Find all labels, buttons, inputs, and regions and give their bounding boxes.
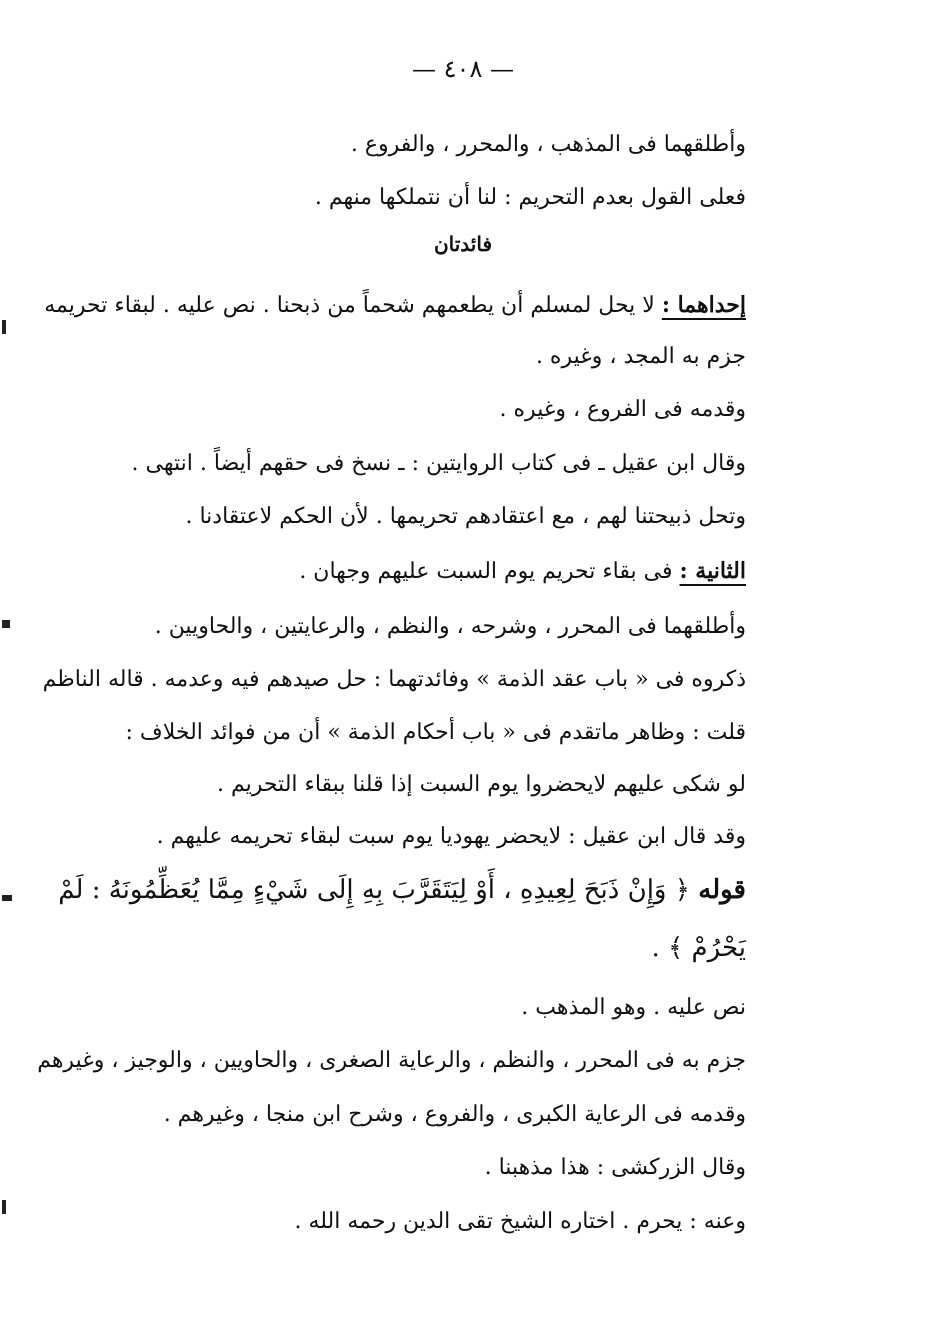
text-line: وتحل ذبيحتنا لهم ، مع اعتقادهم تحريمها . لأن الحكم لاعتقادنا . <box>185 504 746 529</box>
line-body: لا يحل لمسلم أن يطعمهم شحماً من ذبحنا . نص عليه . لبقاء تحريمه <box>44 293 655 318</box>
text-line: وقال الزركشى : هذا مذهبنا . <box>484 1155 746 1180</box>
edge-mark <box>2 895 12 901</box>
text-line: قلت : وظاهر ماتقدم فى « باب أحكام الذمة » أن من فوائد الخلاف : <box>125 720 746 745</box>
edge-mark <box>2 320 6 334</box>
text-line: فعلى القول بعدم التحريم : لنا أن نتملكها منهم . <box>314 185 746 210</box>
text-line: وقال ابن عقيل ـ فى كتاب الروايتين : ـ نسخ فى حقهم أيضاً . انتهى . <box>131 451 746 476</box>
text-line: يَحْرُمْ ﴾ . <box>651 933 746 963</box>
text-line <box>58 875 746 905</box>
page-number: — ٤٠٨ — <box>412 55 514 83</box>
text-line: وأطلقهما فى المذهب ، والمحرر ، والفروع . <box>350 132 746 157</box>
section-heading: فائدتان <box>433 232 493 256</box>
text-line <box>44 290 746 321</box>
text-line: وقدمه فى الفروع ، وغيره . <box>499 397 746 422</box>
text-line <box>299 556 746 587</box>
text-line: جزم به فى المحرر ، والنظم ، والرعاية الصغرى ، والحاويين ، والوجيز ، وغيرهم <box>37 1048 746 1073</box>
text-line: وقدمه فى الرعاية الكبرى ، والفروع ، وشرح ابن منجا ، وغيرهم . <box>163 1102 746 1127</box>
edge-mark <box>2 620 10 628</box>
second-point-label: الثانية : <box>679 558 746 584</box>
first-point-label: إحداهما : <box>661 292 746 318</box>
line-body: فى بقاء تحريم يوم السبت عليهم وجهان . <box>299 559 673 584</box>
edge-mark <box>2 1200 6 1214</box>
text-line: وقد قال ابن عقيل : لايحضر يهوديا يوم سبت لبقاء تحريمه عليهم . <box>156 824 746 849</box>
line-body: ﴿ وَإِنْ ذَبَحَ لِعِيدِهِ ، أَوْ لِيَتَقَرَّبَ بِهِ إِلَى شَيْءٍ مِمَّا يُعَظِّمُونَهُ : لَمْ <box>58 875 690 905</box>
text-line: جزم به المجد ، وغيره . <box>535 344 746 369</box>
text-line: نص عليه . وهو المذهب . <box>521 995 746 1020</box>
quote-lead: قوله <box>698 875 746 905</box>
text-line: وعنه : يحرم . اختاره الشيخ تقى الدين رحمه الله . <box>294 1209 746 1234</box>
text-line: وأطلقهما فى المحرر ، وشرحه ، والنظم ، والرعايتين ، والحاويين . <box>154 614 746 639</box>
text-line: ذكروه فى « باب عقد الذمة » وفائدتهما : حل صيدهم فيه وعدمه . قاله الناظم <box>42 667 746 692</box>
text-line: لو شكى عليهم لايحضروا يوم السبت إذا قلنا ببقاء التحريم . <box>216 772 746 797</box>
